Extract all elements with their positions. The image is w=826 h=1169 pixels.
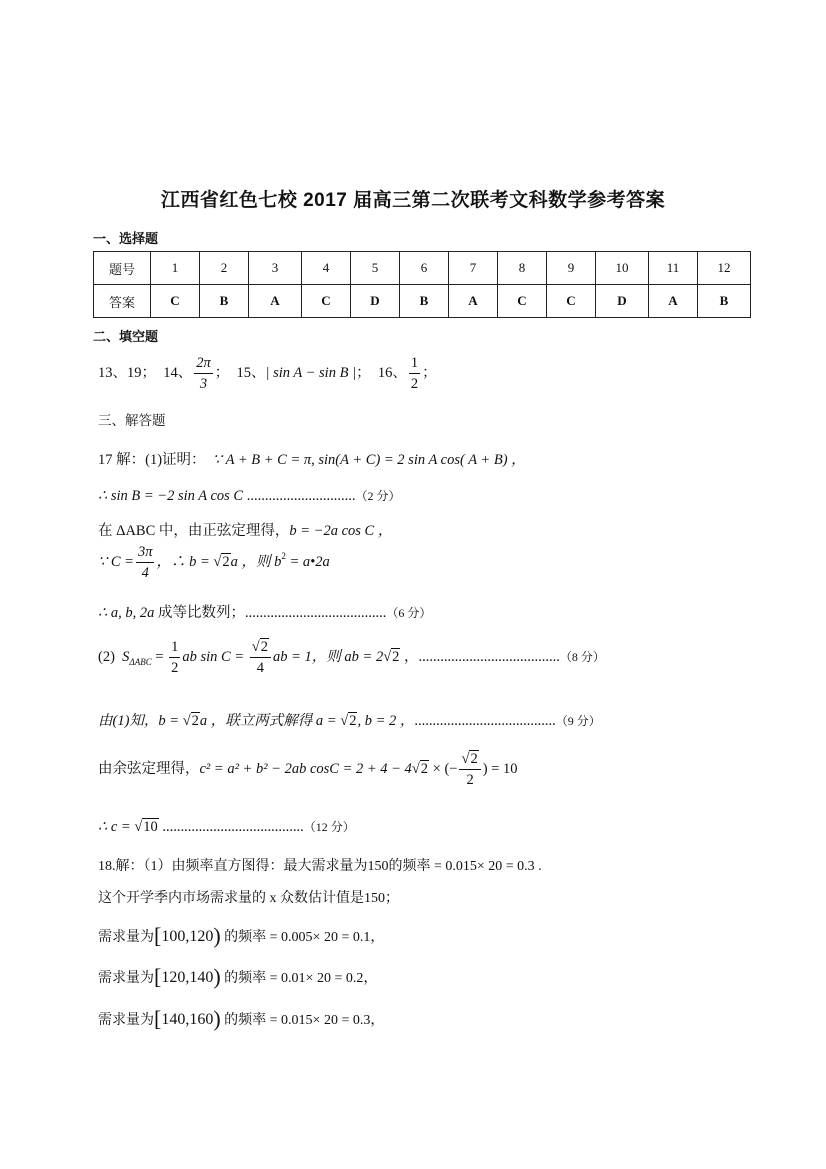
- denominator: 2: [171, 659, 179, 676]
- question-number: 1: [151, 252, 200, 285]
- subscript: ΔABC: [129, 656, 152, 667]
- p17-line3-math: b = −2a cos C ，: [289, 523, 393, 539]
- radicand: 10: [143, 819, 158, 835]
- answer-cell: D: [351, 285, 400, 318]
- question-number: 10: [596, 252, 649, 285]
- p17-line4-because: ∵ C =: [98, 553, 134, 570]
- p18-row-rest: 的频率 = 0.01× 20 = 0.2，: [224, 971, 378, 986]
- section-heading-fill: 二、填空题: [93, 329, 159, 344]
- superscript: 2: [281, 550, 286, 561]
- q14-denominator: 3: [199, 375, 208, 392]
- answer-cell: C: [498, 285, 547, 318]
- interval: 140,160: [161, 1011, 214, 1028]
- times: × (−: [429, 760, 458, 777]
- p17-line7-end: , b = 2 ，: [357, 713, 415, 729]
- p18-row-rest: 的频率 = 0.005× 20 = 0.1，: [224, 930, 385, 945]
- question-number: 9: [547, 252, 596, 285]
- p17-line7: 由(1)知，b = √2a ，联立两式解得 a = √2, b = 2 ，.......................................（9 分）: [98, 713, 601, 729]
- question-number: 8: [498, 252, 547, 285]
- p18-row: 需求量为[100,120) 的频率 = 0.005× 20 = 0.1，: [98, 923, 385, 948]
- score: （6 分）: [386, 606, 432, 620]
- comma: ，: [400, 648, 419, 665]
- answer-table-answer-row: [94, 285, 751, 318]
- dots: .......................................: [244, 605, 387, 621]
- p17-line4: ∵ C = $\frac{3\pi}{4}$ ，∴ b = √2a ，则 $b^2$ = a•2a: [98, 544, 330, 581]
- question-number: 11: [649, 252, 698, 285]
- q14-label: 14、: [163, 364, 193, 381]
- p18-row: 需求量为[140,160) 的频率 = 0.015× 20 = 0.3，: [98, 1006, 385, 1031]
- radicand: 2: [392, 648, 400, 665]
- p17-line4-after: a ，则 b: [230, 553, 282, 570]
- question-number: 7: [449, 252, 498, 285]
- q13-label: 13、: [98, 364, 127, 381]
- question-number: 2: [200, 252, 249, 285]
- dots: ..............................: [246, 488, 356, 504]
- answer-cell: B: [698, 285, 751, 318]
- numerator: 3π: [136, 545, 155, 563]
- score: （9 分）: [555, 714, 601, 728]
- p17-line5-math: ∴ a, b, 2a: [98, 605, 155, 621]
- fraction: [169, 640, 180, 675]
- answer-cell: A: [649, 285, 698, 318]
- answer-table-question-row: [94, 252, 751, 285]
- equals: =: [151, 648, 168, 665]
- radicand: 2: [470, 751, 478, 767]
- p18-row-rest: 的频率 = 0.015× 20 = 0.3，: [224, 1013, 385, 1028]
- fraction: $\frac{√2}{2}$: [459, 752, 480, 787]
- score: （2 分）: [355, 489, 401, 503]
- row-header-question: 题号: [94, 252, 151, 285]
- p17-line9-prefix: ∴ c =: [98, 819, 135, 835]
- question-number: 3: [249, 252, 302, 285]
- q13-answer: 19；: [127, 364, 156, 381]
- question-number: 6: [400, 252, 449, 285]
- p17-line6-end: ab = 1，则 ab = 2: [273, 648, 384, 665]
- q15-sep: ；: [356, 364, 371, 381]
- p17-line9: ∴ c = √10 .......................................（12 分）: [98, 819, 355, 835]
- page-title: 江西省红色七校 2017 届高三第二次联考文科数学参考答案: [160, 190, 666, 211]
- answer-cell: C: [547, 285, 596, 318]
- p17-line3: [98, 519, 392, 540]
- p17-line2: [98, 487, 400, 505]
- p18-line1: 18.解：（1）由频率直方图得：最大需求量为150的频率 = 0.015× 20 = 0.3 .: [98, 859, 542, 874]
- answer-cell: A: [249, 285, 302, 318]
- p17-line8: 由余弦定理得，c² = a² + b² − 2ab cosC = 2 + 4 − 4√2 × (− $\frac{√2}{2}$ ) = 10: [98, 751, 518, 788]
- p17-line5: [98, 601, 431, 622]
- score: （8 分）: [559, 649, 605, 664]
- p18-row: 需求量为[120,140) 的频率 = 0.01× 20 = 0.2，: [98, 964, 378, 989]
- radicand: 2: [222, 553, 230, 570]
- answer-cell: C: [151, 285, 200, 318]
- q15-label: 15、: [236, 364, 266, 381]
- dots: .......................................: [158, 819, 304, 835]
- q16-numerator: 1: [409, 356, 420, 374]
- p17-line8-end: ) = 10: [482, 760, 518, 777]
- radicand: 2: [420, 760, 429, 777]
- answer-cell: B: [200, 285, 249, 318]
- numerator: 1: [169, 640, 180, 658]
- question-number: 5: [351, 252, 400, 285]
- radicand: 2: [349, 713, 357, 729]
- row-header-answer: 答案: [94, 285, 151, 318]
- p18-row-prefix: 需求量为: [98, 1013, 154, 1028]
- question-number: 12: [698, 252, 751, 285]
- denominator: 4: [141, 564, 149, 581]
- answer-cell: C: [302, 285, 351, 318]
- q16-label: 16、: [377, 364, 407, 381]
- area-symbol: S: [122, 648, 130, 665]
- radicand: 2: [191, 713, 199, 729]
- p17-line2-math: ∴ sin B = −2 sin A cos C: [98, 488, 244, 504]
- p17-line1-math: ∵ A + B + C = π, sin(A + C) = 2 sin A cos( A + B) ，: [212, 452, 526, 468]
- p18-row-prefix: 需求量为: [98, 971, 154, 986]
- answer-cell: B: [400, 285, 449, 318]
- fraction: $\frac{√2}{4}$: [250, 640, 271, 675]
- p17-line5-text: 成等比数列；: [154, 605, 245, 621]
- q16-denominator: 2: [410, 375, 419, 392]
- radicand: 2: [260, 639, 268, 655]
- denominator: 2: [466, 771, 474, 788]
- part-label: (2): [98, 648, 115, 665]
- p17-line4-mid: ，∴ b =: [156, 553, 210, 570]
- question-number: 4: [302, 252, 351, 285]
- p17-line7-mid: a ，联立两式解得 a =: [199, 713, 341, 729]
- score: （12 分）: [303, 820, 355, 834]
- q14-fraction: [194, 356, 213, 391]
- p17-line1: [98, 448, 526, 469]
- q16-sep: ；: [422, 364, 437, 381]
- q15-answer: | sin A − sin B |: [265, 364, 357, 381]
- p17-line8-prefix: 由余弦定理得，: [98, 760, 200, 777]
- interval: 120,140: [161, 969, 214, 986]
- section-heading-solve: 三、解答题: [98, 413, 166, 428]
- p17-line6-mid: ab sin C =: [182, 648, 248, 665]
- p17-line7-prefix: 由(1)知，b =: [98, 713, 183, 729]
- dots: .......................................: [418, 648, 560, 665]
- p17-line3-text: 在 ΔABC 中，由正弦定理得，: [98, 523, 290, 539]
- fraction: [136, 545, 155, 580]
- interval: 100,120: [161, 928, 214, 945]
- p17-prefix: 17 解：(1)证明：: [98, 452, 206, 468]
- q14-numerator: 2π: [194, 356, 213, 374]
- p17-line6: (2) $S_{\Delta ABC}$ = $\frac{1}{2}$ ab sin C = $\frac{√2}{4}$ ab = 1，则 ab = 2√2 ，.......................................（8 分）: [98, 639, 605, 676]
- denominator: 4: [256, 659, 265, 676]
- section-heading-choice: 一、选择题: [93, 231, 159, 246]
- p17-line8-math: c² = a² + b² − 2ab cosC = 2 + 4 − 4: [199, 760, 412, 777]
- answer-table: [93, 251, 751, 318]
- p17-line4-end: = a•2a: [285, 553, 330, 570]
- answer-cell: D: [596, 285, 649, 318]
- fill-answers-line: [98, 356, 437, 391]
- dots: .......................................: [414, 713, 556, 729]
- q14-sep: ；: [214, 364, 230, 381]
- answer-cell: A: [449, 285, 498, 318]
- p18-line2: 这个开学季内市场需求量的 x 众数估计值是150；: [98, 891, 399, 906]
- q16-fraction: [409, 356, 420, 391]
- p18-row-prefix: 需求量为: [98, 930, 154, 945]
